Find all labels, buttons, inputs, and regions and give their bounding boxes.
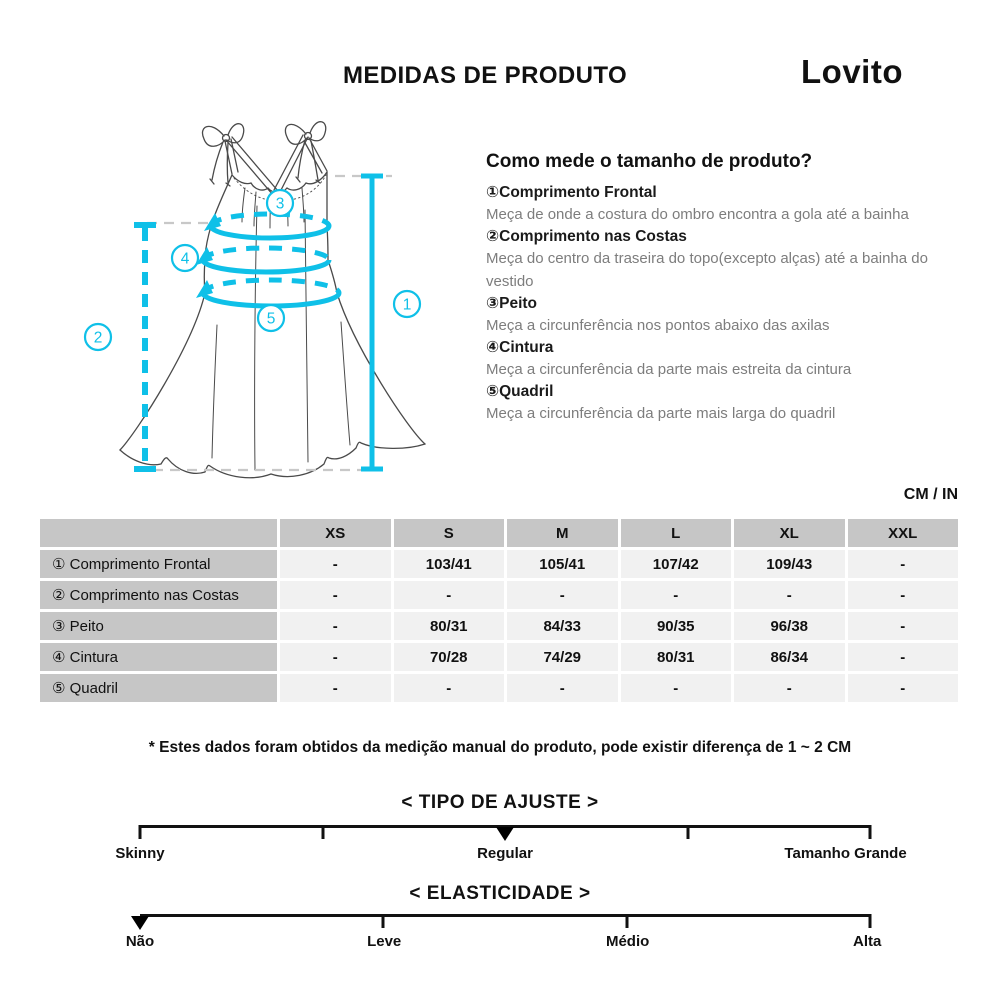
svg-text:4: 4 — [180, 250, 190, 268]
guide-item-3-label: ③Peito — [486, 295, 538, 312]
size-table — [40, 519, 958, 702]
svg-text:3: 3 — [275, 195, 285, 213]
brand-logo: Lovito — [801, 53, 903, 90]
cell-waist-s: 70/28 — [394, 643, 505, 671]
row-label-hip: ⑤ Quadril — [40, 674, 277, 702]
guide-item-5-num: ⑤ — [486, 383, 500, 400]
callout-5 — [258, 305, 284, 331]
cell-back-length-l: - — [621, 581, 732, 609]
guide-item-2-num: ② — [486, 228, 500, 245]
cell-bust-l: 90/35 — [621, 612, 732, 640]
cell-front-length-xxl: - — [848, 550, 959, 578]
hip-ellipse — [196, 280, 339, 306]
cell-waist-xxl: - — [848, 643, 959, 671]
guide-item-4-num: ④ — [486, 339, 500, 356]
svg-text:1: 1 — [402, 296, 412, 314]
cell-back-length-s: - — [394, 581, 505, 609]
table-header-m: M — [507, 519, 618, 547]
cell-back-length-xs: - — [280, 581, 391, 609]
fit-label-skinny: Skinny — [115, 845, 165, 862]
guide-item-5-desc: Meça a circunferência da parte mais larga do quadril — [486, 405, 836, 422]
row-label-back-length: ② Comprimento nas Costas — [40, 581, 277, 609]
guide-item-3-num: ③ — [486, 295, 500, 312]
cell-front-length-xl: 109/43 — [734, 550, 845, 578]
dress-drawing — [75, 110, 435, 490]
cell-bust-xs: - — [280, 612, 391, 640]
callout-3 — [267, 190, 293, 216]
elasticity-label-alta: Alta — [852, 933, 882, 950]
cell-back-length-xxl: - — [848, 581, 959, 609]
measurement-line-front-length — [361, 176, 383, 469]
elasticity-scale-labels — [125, 933, 882, 953]
guide-item-4-label: ④Cintura — [486, 339, 554, 356]
page-title: MEDIDAS DE PRODUTO — [342, 62, 628, 89]
table-header-s: S — [394, 519, 505, 547]
elasticity-scale-line — [140, 914, 870, 917]
cell-back-length-xl: - — [734, 581, 845, 609]
guide-item-1-label: ①Comprimento Frontal — [486, 184, 657, 201]
row-label-waist: ④ Cintura — [40, 643, 277, 671]
fit-scale-title: < TIPO DE AJUSTE > — [401, 792, 599, 813]
svg-text:2: 2 — [93, 329, 103, 347]
cell-front-length-xs: - — [280, 550, 391, 578]
elasticity-scale-ruler — [140, 914, 870, 930]
fit-label-plus: Tamanho Grande — [784, 845, 907, 862]
table-header-l: L — [621, 519, 732, 547]
callout-4 — [172, 245, 198, 271]
elasticity-tick-100 — [869, 914, 872, 928]
fit-tick-75 — [686, 825, 689, 839]
cell-front-length-l: 107/42 — [621, 550, 732, 578]
cell-bust-xxl: - — [848, 612, 959, 640]
elasticity-label-leve: Leve — [367, 933, 402, 950]
fit-label-regular: Regular — [477, 845, 533, 862]
cell-front-length-m: 105/41 — [507, 550, 618, 578]
cell-bust-xl: 96/38 — [734, 612, 845, 640]
cell-hip-xxl: - — [848, 674, 959, 702]
elasticity-tick-67 — [625, 914, 628, 928]
fit-tick-25 — [321, 825, 324, 839]
fit-tick-0 — [139, 825, 142, 839]
guide-item-3-desc: Meça a circunferência nos pontos abaixo das axilas — [486, 317, 830, 334]
guide-item-2-label: ②Comprimento nas Costas — [486, 228, 687, 245]
elasticity-tick-33 — [382, 914, 385, 928]
fit-marker-triangle — [496, 827, 514, 841]
cell-back-length-m: - — [507, 581, 618, 609]
unit-label: CM / IN — [903, 486, 958, 503]
fit-scale-ruler — [140, 825, 870, 841]
cell-hip-l: - — [621, 674, 732, 702]
row-label-bust: ③ Peito — [40, 612, 277, 640]
guide-item-1-desc: Meça de onde a costura do ombro encontra a gola até a bainha — [486, 206, 909, 223]
elasticity-marker-triangle — [131, 916, 149, 930]
cell-hip-xs: - — [280, 674, 391, 702]
cell-waist-l: 80/31 — [621, 643, 732, 671]
measure-guide — [486, 151, 960, 425]
row-label-front-length: ① Comprimento Frontal — [40, 550, 277, 578]
callout-2 — [85, 324, 111, 350]
elasticity-label-nao: Não — [125, 933, 155, 950]
cell-waist-xs: - — [280, 643, 391, 671]
fit-scale-labels — [115, 845, 907, 865]
elasticity-label-medio: Médio — [605, 933, 650, 950]
guide-item-1-num: ① — [486, 184, 500, 201]
cell-bust-s: 80/31 — [394, 612, 505, 640]
table-header-empty — [40, 519, 277, 547]
fit-tick-100 — [869, 825, 872, 839]
svg-text:5: 5 — [266, 310, 276, 328]
table-header-xxl: XXL — [848, 519, 959, 547]
elasticity-scale-title: < ELASTICIDADE > — [409, 883, 591, 904]
cell-hip-xl: - — [734, 674, 845, 702]
guide-heading: Como mede o tamanho de produto? — [486, 151, 813, 172]
cell-front-length-s: 103/41 — [394, 550, 505, 578]
bust-ellipse — [204, 213, 329, 238]
cell-waist-m: 74/29 — [507, 643, 618, 671]
table-header-xs: XS — [280, 519, 391, 547]
measurement-note: * Estes dados foram obtidos da medição manual do produto, pode existir diferença de 1 ~ 2 CM — [148, 739, 852, 756]
guide-item-5-label: ⑤Quadril — [486, 383, 554, 400]
waist-ellipse — [196, 247, 329, 272]
guide-item-4-desc: Meça a circunferência da parte mais estreita da cintura — [486, 361, 852, 378]
callout-1 — [394, 291, 420, 317]
measurement-line-back-length — [134, 225, 156, 469]
table-header-xl: XL — [734, 519, 845, 547]
guide-item-2-desc: Meça do centro da traseira do topo(excepto alças) até a bainha do vestido — [486, 250, 928, 290]
cell-bust-m: 84/33 — [507, 612, 618, 640]
cell-hip-m: - — [507, 674, 618, 702]
product-diagram — [75, 110, 435, 490]
cell-waist-xl: 86/34 — [734, 643, 845, 671]
cell-hip-s: - — [394, 674, 505, 702]
